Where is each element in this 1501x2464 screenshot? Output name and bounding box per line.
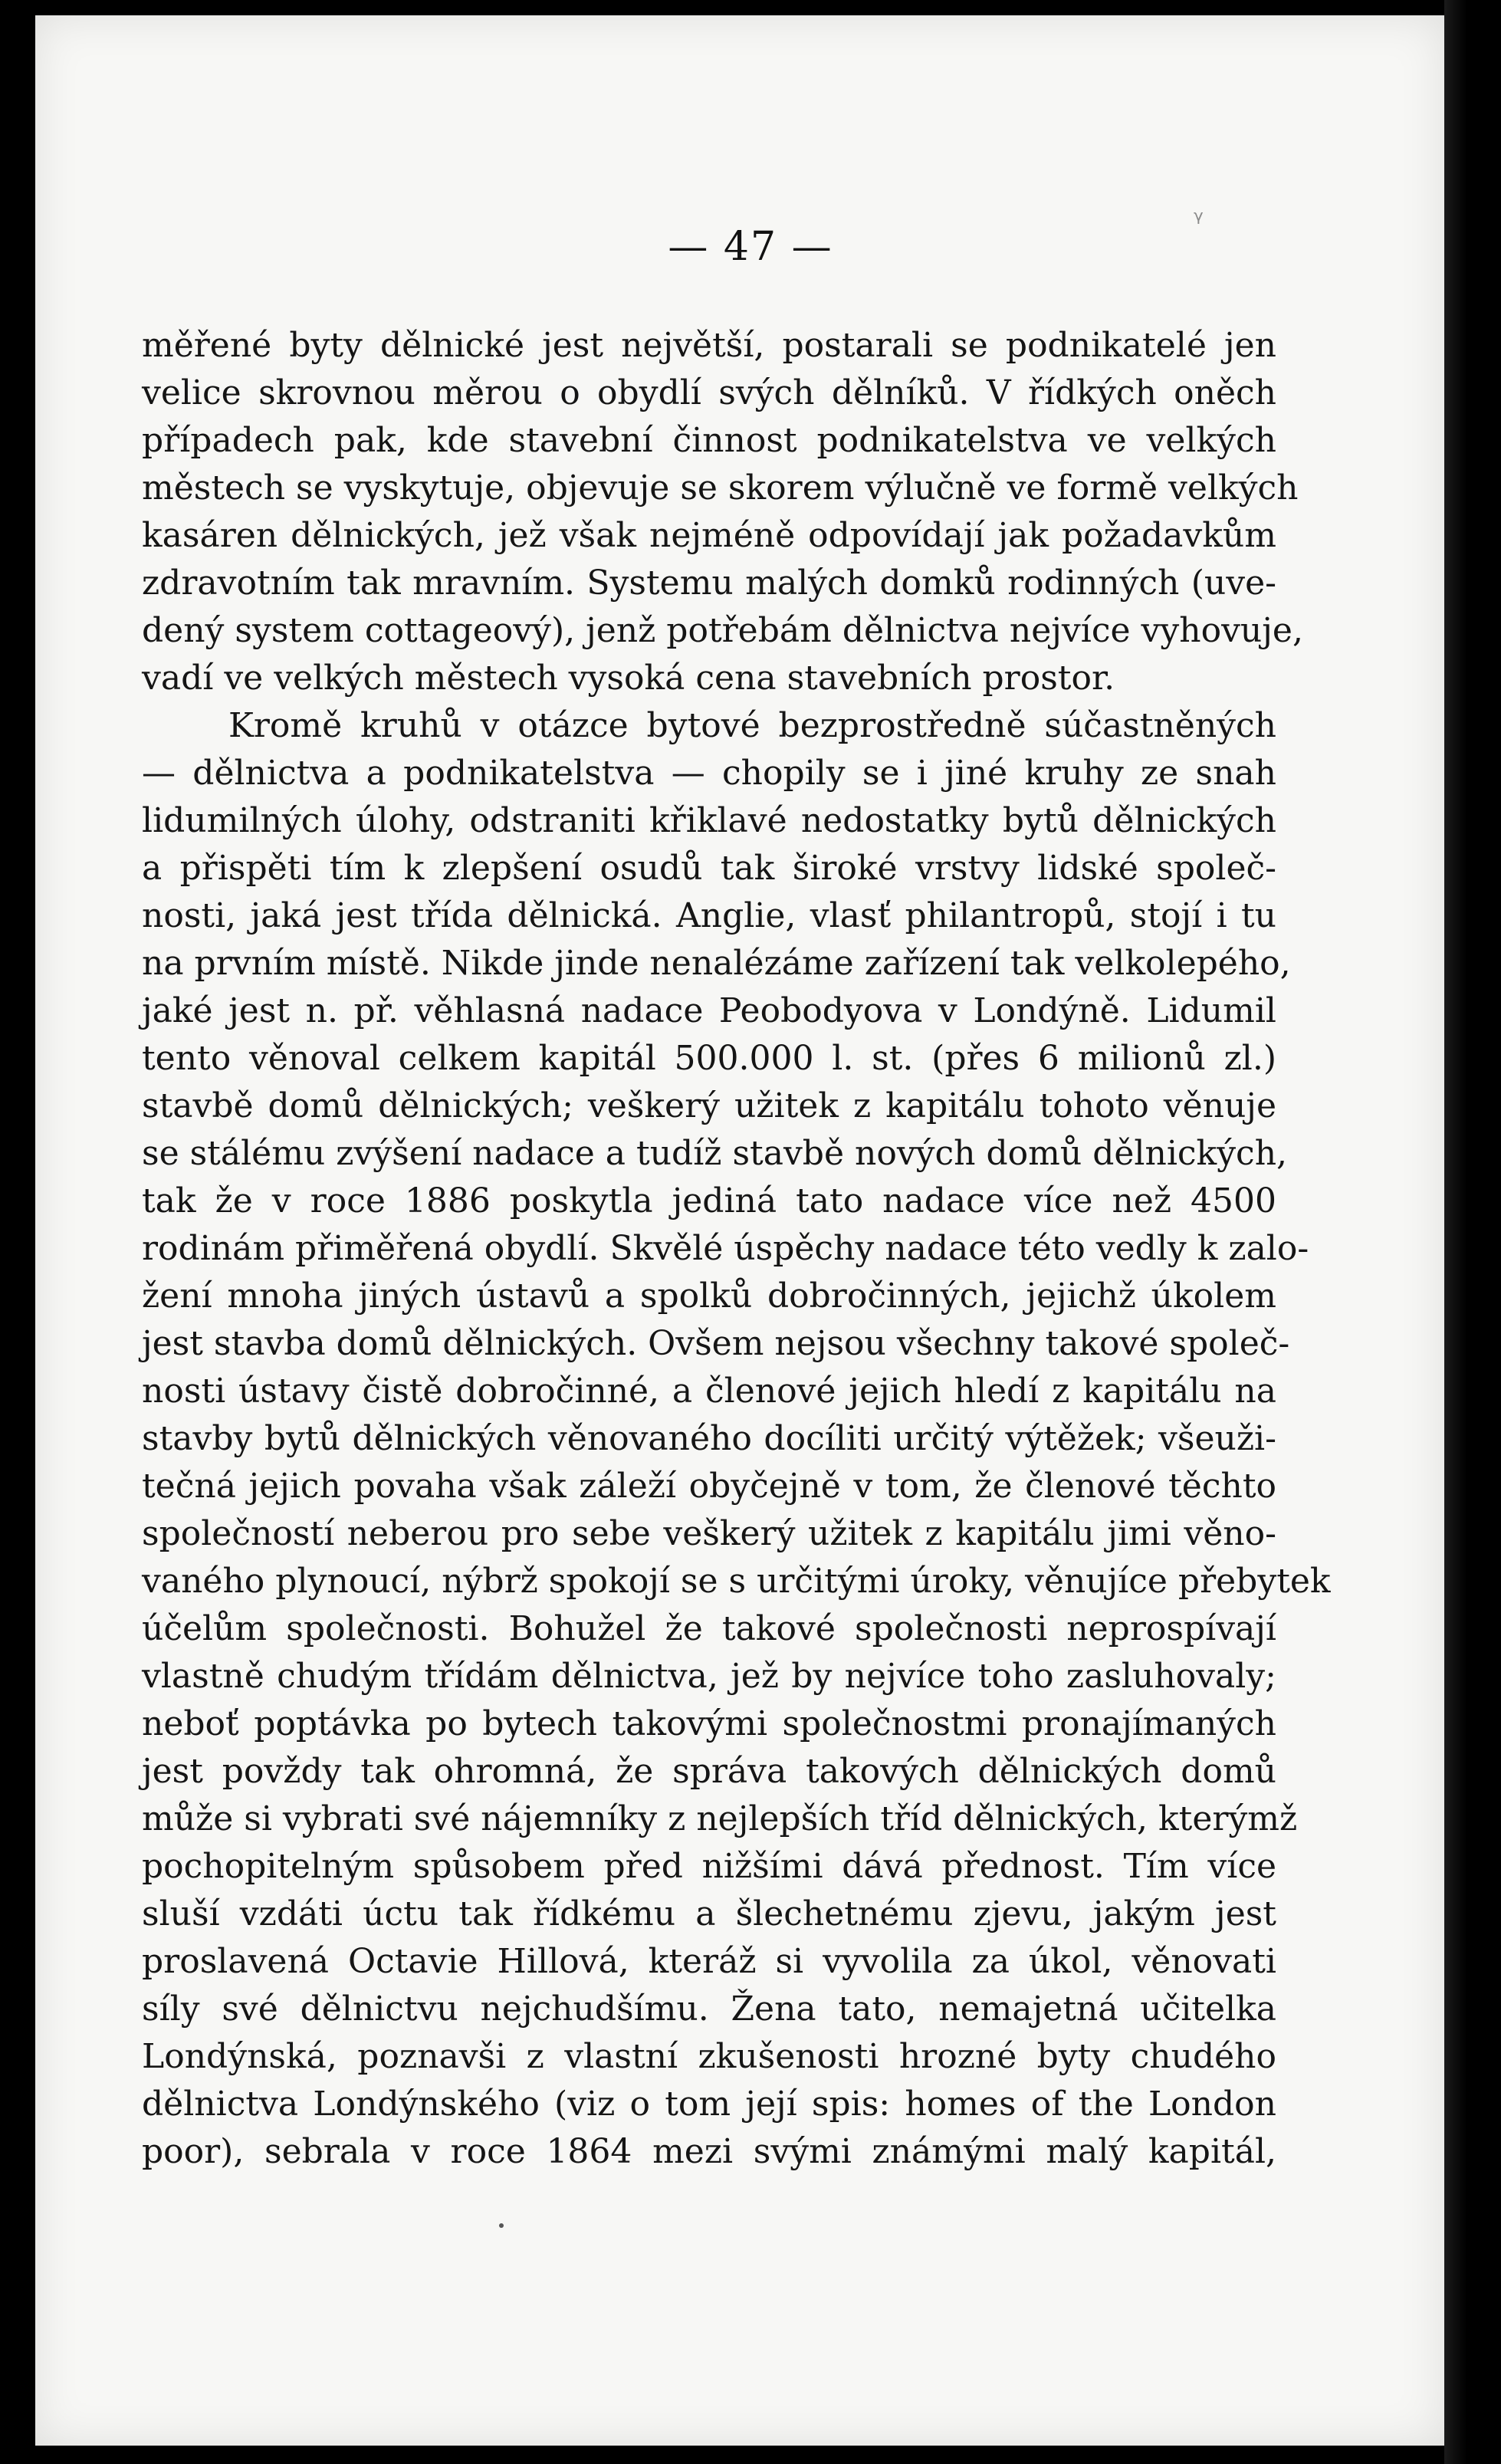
- text-line: nosti ústavy čistě dobročinné, a členové jejich hledí z kapitálu na: [142, 1372, 1276, 1411]
- text-line: pochopitelným spůsobem před nižšími dává přednost. Tím více: [142, 1847, 1276, 1886]
- text-line: jaké jest n. př. věhlasná nadace Peobodyova v Londýně. Lidumil: [142, 991, 1276, 1030]
- text-line: měřené byty dělnické jest největší, postarali se podnikatelé jen: [142, 326, 1276, 365]
- text-line: tečná jejich povaha však záleží obyčejně v tom, že členové těchto: [142, 1467, 1276, 1506]
- text-line: rodinám přiměřená obydlí. Skvělé úspěchy nadace této vedly k zalo-: [142, 1229, 1309, 1268]
- text-line: dělnictva Londýnského (viz o tom její spis: homes of the London: [142, 2085, 1276, 2124]
- text-line: síly své dělnictvu nejchudšímu. Žena tato, nemajetná učitelka: [142, 1989, 1276, 2029]
- text-line: vadí ve velkých městech vysoká cena stavebních prostor.: [142, 659, 1115, 698]
- text-line: se stálému zvýšení nadace a tudíž stavbě nových domů dělnických,: [142, 1134, 1288, 1173]
- text-line: vaného plynoucí, nýbrž spokojí se s určitými úroky, věnujíce přebytek: [142, 1562, 1331, 1601]
- text-line: na prvním místě. Nikde jinde nenalézáme zařízení tak velkolepého,: [142, 944, 1291, 983]
- ink-smudge: ᵞ: [1194, 205, 1204, 236]
- text-line: žení mnoha jiných ústavů a spolků dobročinných, jejichž úkolem: [142, 1276, 1276, 1316]
- text-line: jest stavba domů dělnických. Ovšem nejsou všechny takové společ-: [142, 1324, 1290, 1363]
- text-line: tento věnoval celkem kapitál 500.000 l. st. (přes 6 milionů zl.): [142, 1039, 1276, 1078]
- text-line: vlastně chudým třídám dělnictva, jež by nejvíce toho zasluhovaly;: [142, 1657, 1276, 1696]
- text-line: sluší vzdáti úctu tak řídkému a šlechetnému zjevu, jakým jest: [142, 1894, 1276, 1933]
- text-line: neboť poptávka po bytech takovými společnostmi pronajímaných: [142, 1704, 1276, 1743]
- text-line: jest povždy tak ohromná, že správa takových dělnických domů: [142, 1752, 1276, 1791]
- text-line: a přispěti tím k zlepšení osudů tak široké vrstvy lidské společ-: [142, 849, 1276, 888]
- text-line: účelům společnosti. Bohužel že takové společnosti neprospívají: [142, 1609, 1276, 1648]
- page-number: — 47 —: [668, 224, 833, 270]
- scan-edge: [1444, 0, 1501, 2464]
- text-line: městech se vyskytuje, objevuje se skorem výlučně ve formě velkých: [142, 468, 1299, 508]
- text-line: proslavená Octavie Hillová, kteráž si vyvolila za úkol, věnovati: [142, 1942, 1276, 1981]
- text-line: — dělnictva a podnikatelstva — chopily se i jiné kruhy ze snah: [142, 754, 1276, 793]
- print-speck: [499, 2223, 504, 2228]
- text-line: poor), sebrala v roce 1864 mezi svými známými malý kapitál,: [142, 2132, 1276, 2171]
- text-line: nosti, jaká jest třída dělnická. Anglie, vlasť philantropů, stojí i tu: [142, 896, 1276, 935]
- text-line: může si vybrati své nájemníky z nejlepších tříd dělnických, kterýmž: [142, 1799, 1298, 1838]
- text-line: stavbě domů dělnických; veškerý užitek z kapitálu tohoto věnuje: [142, 1086, 1276, 1125]
- text-line: společností neberou pro sebe veškerý užitek z kapitálu jimi věno-: [142, 1514, 1276, 1553]
- text-line: stavby bytů dělnických věnovaného docíliti určitý výtěžek; všeuži-: [142, 1419, 1276, 1458]
- text-line: zdravotním tak mravním. Systemu malých domků rodinných (uve-: [142, 563, 1276, 603]
- text-line: velice skrovnou měrou o obydlí svých dělníků. V řídkých oněch: [142, 373, 1276, 412]
- body-text: [142, 322, 1331, 2176]
- text-line: kasáren dělnických, jež však nejméně odpovídají jak požadavkům: [142, 516, 1276, 555]
- text-line: lidumilných úlohy, odstraniti křiklavé nedostatky bytů dělnických: [142, 801, 1276, 840]
- text-line: tak že v roce 1886 poskytla jediná tato nadace více než 4500: [142, 1181, 1276, 1221]
- text-line: případech pak, kde stavební činnost podnikatelstva ve velkých: [142, 421, 1276, 460]
- paragraph-start: Kromě kruhů v otázce bytové bezprostředně súčastněných: [228, 706, 1276, 745]
- text-line: dený system cottageový), jenž potřebám dělnictva nejvíce vyhovuje,: [142, 611, 1303, 650]
- text-line: Londýnská, poznavši z vlastní zkušenosti hrozné byty chudého: [142, 2037, 1276, 2076]
